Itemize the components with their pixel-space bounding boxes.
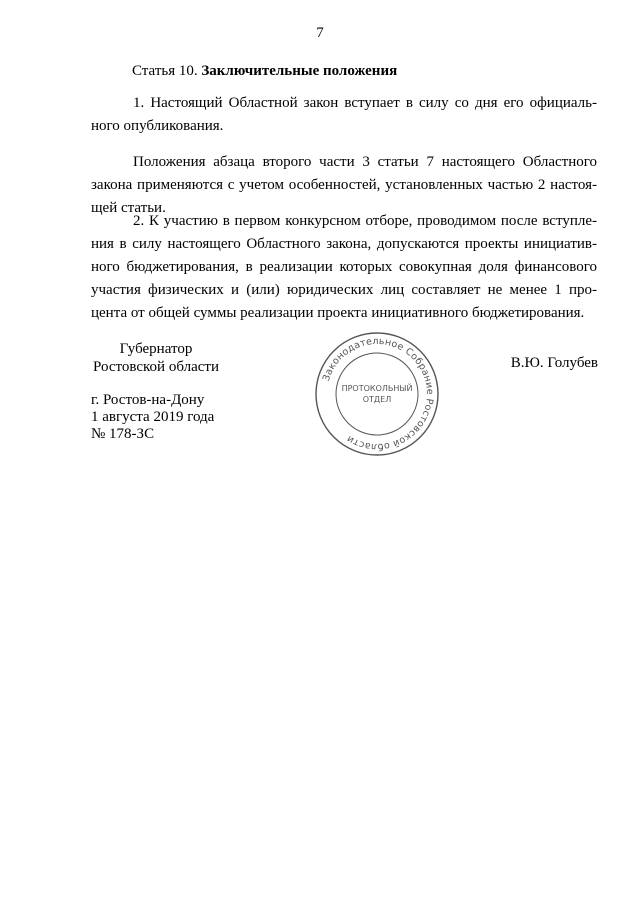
paragraph-3	[91, 210, 597, 325]
article-heading	[132, 62, 397, 80]
city: г. Ростов-на-Дону	[91, 392, 205, 408]
paragraph-line: 1. Настоящий Областной закон вступает в силу со дня его официаль-	[133, 95, 597, 111]
article-number: Статья 10.	[132, 63, 198, 79]
paragraph-line: закона применяются с учетом особенностей, установленных частью 2 настоя-	[91, 177, 597, 193]
paragraph-line: ния в силу настоящего Областного закона, допускаются проекты инициатив-	[91, 236, 597, 252]
date: 1 августа 2019 года	[91, 409, 215, 425]
stamp-outer-ring	[316, 333, 438, 455]
paragraph-line: ного опубликования.	[91, 118, 224, 134]
signatory-name: В.Ю. Голубев	[510, 355, 598, 371]
paragraph-line: цента от общей суммы реализации проекта инициативного бюджетирования.	[91, 305, 585, 321]
paragraph-line: участия физических и (или) юридических лиц составляет не менее 1 про-	[91, 282, 597, 298]
paragraph-line: 2. К участию в первом конкурсном отборе, проводимом после вступле-	[133, 213, 597, 229]
page-number: 7	[316, 25, 324, 41]
law-number: № 178-ЗС	[91, 426, 155, 442]
governor-title: Губернатор	[119, 341, 193, 357]
region-title: Ростовской области	[93, 359, 219, 375]
signatory-title	[91, 340, 221, 376]
official-stamp	[313, 330, 441, 458]
paragraph-line: ного бюджетирования, в реализации которых совокупная доля финансового	[91, 259, 597, 275]
stamp-inner-ring	[336, 353, 418, 435]
stamp-center-line1: ПРОТОКОЛЬНЫЙ	[341, 384, 413, 393]
paragraph-line: щей статьи.	[91, 200, 166, 216]
stamp-outer-text: Законодательное Собрание Ростовской области	[320, 335, 436, 453]
paragraph-line: Положения абзаца второго части 3 статьи 7 настоящего Областного	[133, 154, 597, 170]
article-title: Заключительные положения	[201, 63, 398, 79]
place-date-block	[91, 392, 214, 443]
paragraph-1	[91, 92, 597, 138]
stamp-center-line2: ОТДЕЛ	[362, 395, 392, 404]
